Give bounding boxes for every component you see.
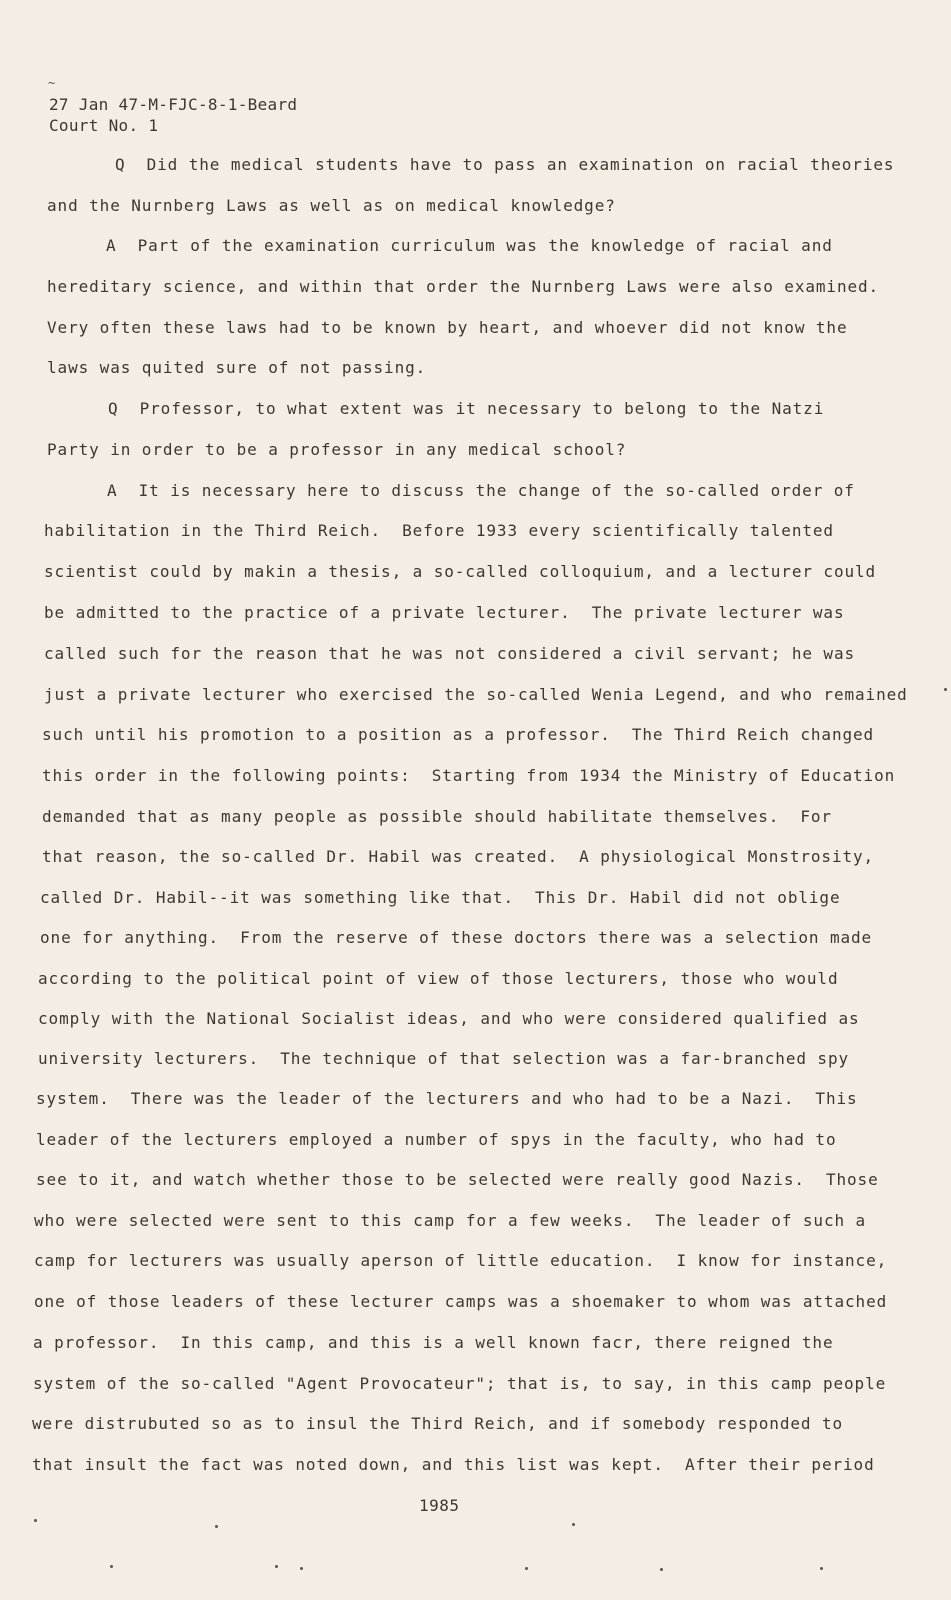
text-line: comply with the National Socialist ideas, and who were considered qualified as: [38, 1009, 860, 1028]
text-line: university lecturers. The technique of that selection was a far-branched spy: [38, 1049, 850, 1068]
text-line: A Part of the examination curriculum was the knowledge of racial and: [106, 236, 833, 255]
text-line: camp for lecturers was usually aperson of little education. I know for instance,: [34, 1251, 888, 1270]
text-line: this order in the following points: Starting from 1934 the Ministry of Education: [42, 766, 896, 785]
text-line: that insult the fact was noted down, and this list was kept. After their period: [32, 1455, 875, 1474]
text-line: be admitted to the practice of a private lecturer. The private lecturer was: [44, 603, 845, 622]
text-line: leader of the lecturers employed a number of spys in the faculty, who had to: [36, 1130, 837, 1149]
text-line: Q Professor, to what extent was it necessary to belong to the Natzi: [108, 399, 825, 418]
text-line: such until his promotion to a position as a professor. The Third Reich changed: [42, 725, 875, 744]
text-line: and the Nurnberg Laws as well as on medical knowledge?: [47, 196, 616, 215]
text-line: according to the political point of view of those lecturers, those who would: [38, 969, 839, 988]
text-line: habilitation in the Third Reich. Before 1933 every scientifically talented: [44, 521, 834, 540]
ink-speck: [110, 1565, 113, 1568]
ink-speck: [34, 1519, 37, 1522]
ink-speck: [525, 1567, 528, 1570]
text-line: who were selected were sent to this camp for a few weeks. The leader of such a: [34, 1211, 867, 1230]
text-line: called Dr. Habil--it was something like that. This Dr. Habil did not oblige: [40, 888, 841, 907]
header-court: Court No. 1: [49, 116, 159, 135]
document-header: [49, 94, 297, 136]
header-reference: 27 Jan 47-M-FJC-8-1-Beard: [49, 95, 298, 114]
text-line: hereditary science, and within that order the Nurnberg Laws were also examined.: [47, 277, 880, 296]
ink-speck: [820, 1567, 823, 1570]
text-line: one of those leaders of these lecturer camps was a shoemaker to whom was attached: [34, 1292, 888, 1311]
ink-speck: [275, 1565, 278, 1568]
text-line: were distrubuted so as to insul the Third Reich, and if somebody responded to: [32, 1414, 844, 1433]
text-line: system of the so-called "Agent Provocateur"; that is, to say, in this camp people: [33, 1374, 887, 1393]
text-line: demanded that as many people as possible should habilitate themselves. For: [42, 807, 832, 826]
ink-speck: [215, 1525, 218, 1528]
text-line: laws was quited sure of not passing.: [47, 358, 427, 377]
text-line: system. There was the leader of the lecturers and who had to be a Nazi. This: [36, 1089, 858, 1108]
ink-speck: [572, 1523, 575, 1526]
text-line: A It is necessary here to discuss the change of the so-called order of: [107, 481, 855, 500]
margin-mark: ~: [48, 76, 56, 90]
text-line: see to it, and watch whether those to be selected were really good Nazis. Those: [36, 1170, 879, 1189]
ink-speck: [300, 1567, 303, 1570]
ink-speck: [944, 688, 947, 691]
ink-speck: [660, 1568, 663, 1571]
text-line: a professor. In this camp, and this is a well known facr, there reigned the: [33, 1333, 834, 1352]
text-line: called such for the reason that he was not considered a civil servant; he was: [44, 644, 856, 663]
text-line: Q Did the medical students have to pass an examination on racial theories: [115, 155, 895, 174]
text-line: that reason, the so-called Dr. Habil was created. A physiological Monstrosity,: [42, 847, 875, 866]
page-number: 1985: [419, 1496, 460, 1515]
text-line: Very often these laws had to be known by heart, and whoever did not know the: [47, 318, 848, 337]
text-line: scientist could by makin a thesis, a so-called colloquium, and a lecturer could: [44, 562, 877, 581]
text-line: Party in order to be a professor in any medical school?: [47, 440, 627, 459]
text-line: one for anything. From the reserve of these doctors there was a selection made: [40, 928, 873, 947]
text-line: just a private lecturer who exercised the so-called Wenia Legend, and who remained: [44, 685, 908, 704]
